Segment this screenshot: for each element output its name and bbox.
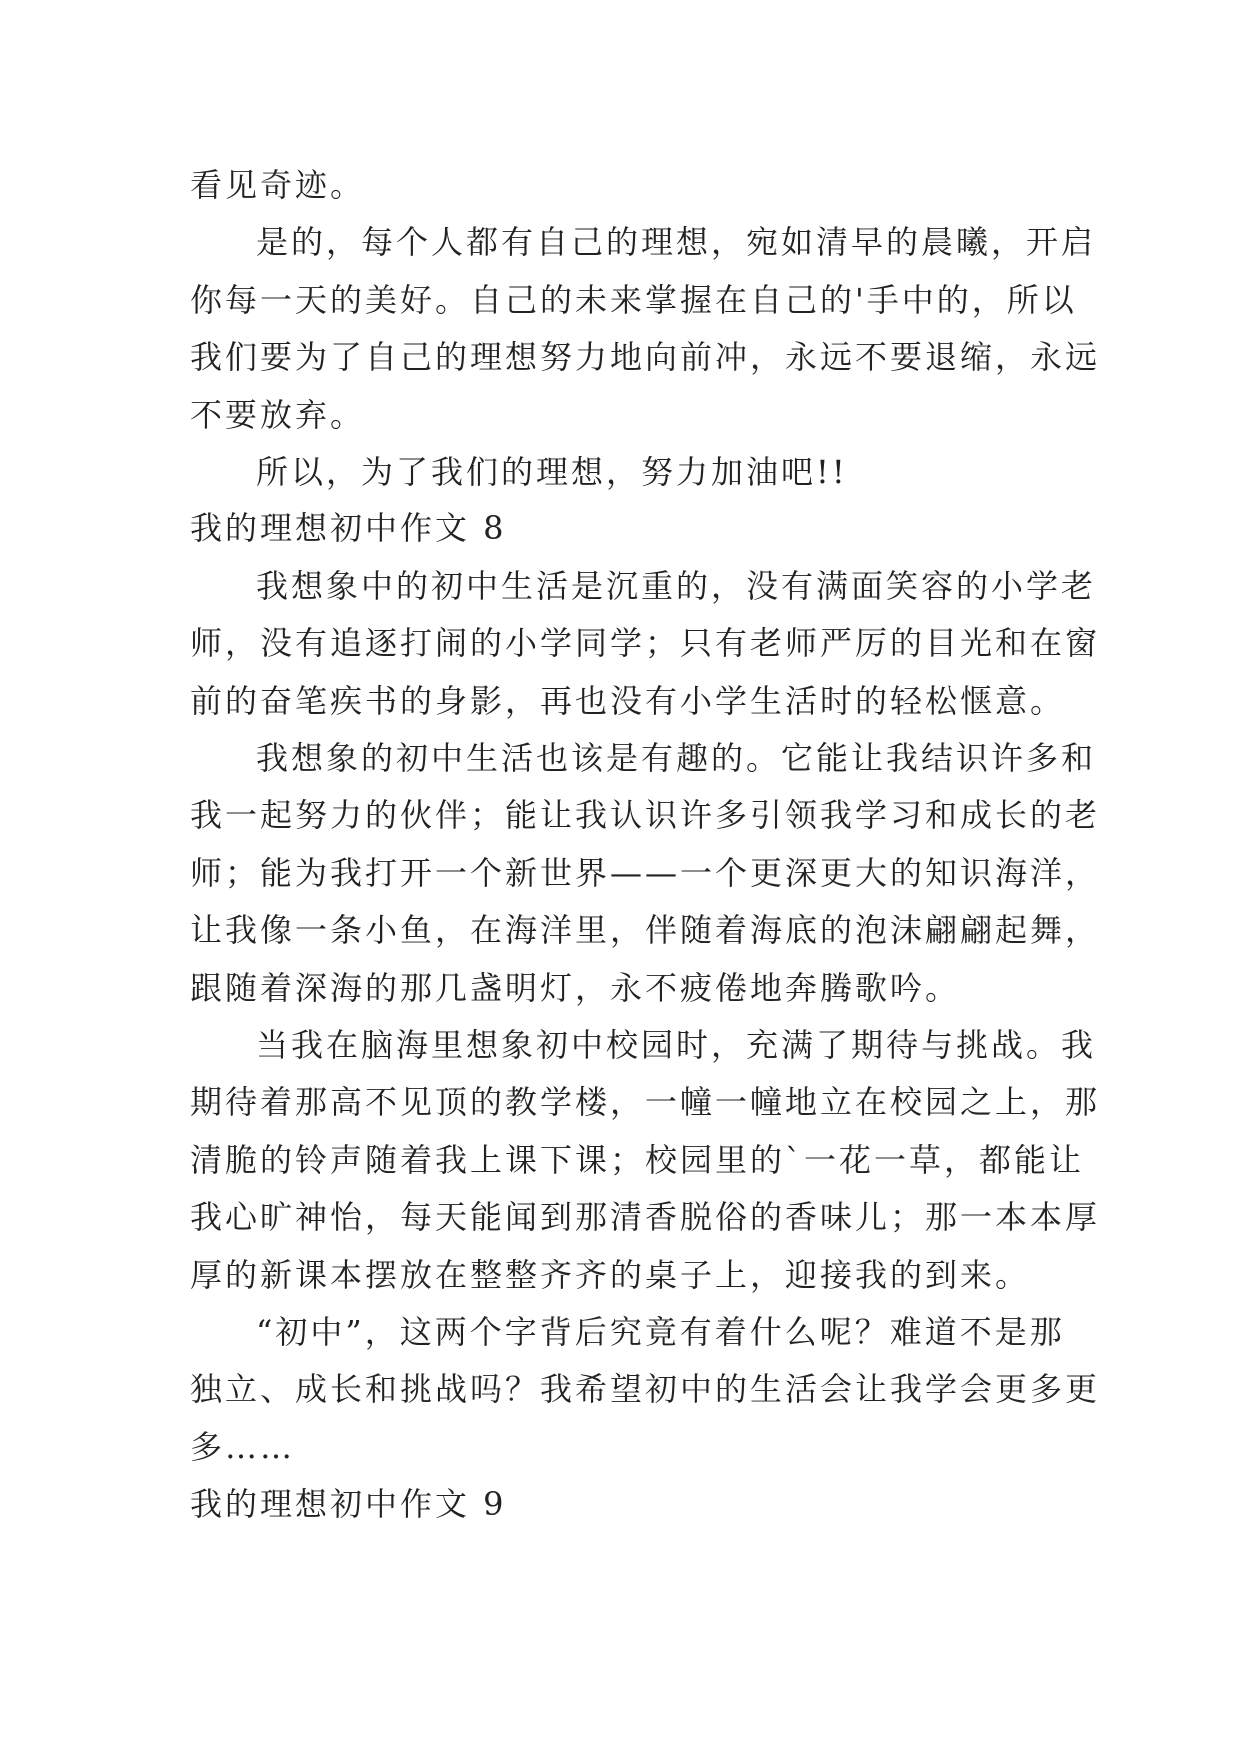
paragraph-line: 独立、成长和挑战吗？我希望初中的生活会让我学会更多更	[190, 1370, 1101, 1408]
paragraph-line: 师；能为我打开一个新世界——一个更深更大的知识海洋，	[190, 854, 1101, 892]
paragraph-line: 是的，每个人都有自己的理想，宛如清早的晨曦，开启	[256, 223, 1097, 261]
paragraph-line: 我们要为了自己的理想努力地向前冲，永远不要退缩，永远	[190, 338, 1101, 376]
paragraph-line: 清脆的铃声随着我上课下课；校园里的`一花一草，都能让	[190, 1141, 1085, 1179]
paragraph-line: 多……	[190, 1428, 296, 1466]
paragraph-line: 我想象的初中生活也该是有趣的。它能让我结识许多和	[256, 739, 1097, 777]
paragraph-line: 所以，为了我们的理想，努力加油吧!!	[256, 453, 848, 491]
paragraph-line: 师，没有追逐打闹的小学同学；只有老师严厉的目光和在窗	[190, 624, 1101, 662]
paragraph-line: 厚的新课本摆放在整整齐齐的桌子上，迎接我的到来。	[190, 1256, 1031, 1294]
paragraph-line: 前的奋笔疾书的身影，再也没有小学生活时的轻松惬意。	[190, 682, 1066, 720]
paragraph-line: 不要放弃。	[190, 396, 366, 434]
paragraph-line: 我一起努力的伙伴；能让我认识许多引领我学习和成长的老	[190, 796, 1101, 834]
paragraph-line: 我心旷神怡，每天能闻到那清香脱俗的香味儿；那一本本厚	[190, 1198, 1101, 1236]
paragraph-line: 期待着那高不见顶的教学楼，一幢一幢地立在校园之上，那	[190, 1083, 1101, 1121]
paragraph-line: 让我像一条小鱼，在海洋里，伴随着海底的泡沫翩翩起舞，	[190, 911, 1101, 949]
paragraph-line: 看见奇迹。	[190, 166, 366, 204]
paragraph-line: 我想象中的初中生活是沉重的，没有满面笑容的小学老	[256, 567, 1097, 605]
paragraph-line: 跟随着深海的那几盏明灯，永不疲倦地奔腾歌吟。	[190, 969, 961, 1007]
paragraph-line: 当我在脑海里想象初中校园时，充满了期待与挑战。我	[256, 1026, 1097, 1064]
paragraph-line: “初中”，这两个字背后究竟有着什么呢？难道不是那	[256, 1313, 1065, 1351]
paragraph-line: 你每一天的美好。自己的未来掌握在自己的'手中的，所以	[190, 281, 1077, 319]
section-heading: 我的理想初中作文 8	[190, 509, 507, 547]
section-heading: 我的理想初中作文 9	[190, 1485, 507, 1523]
